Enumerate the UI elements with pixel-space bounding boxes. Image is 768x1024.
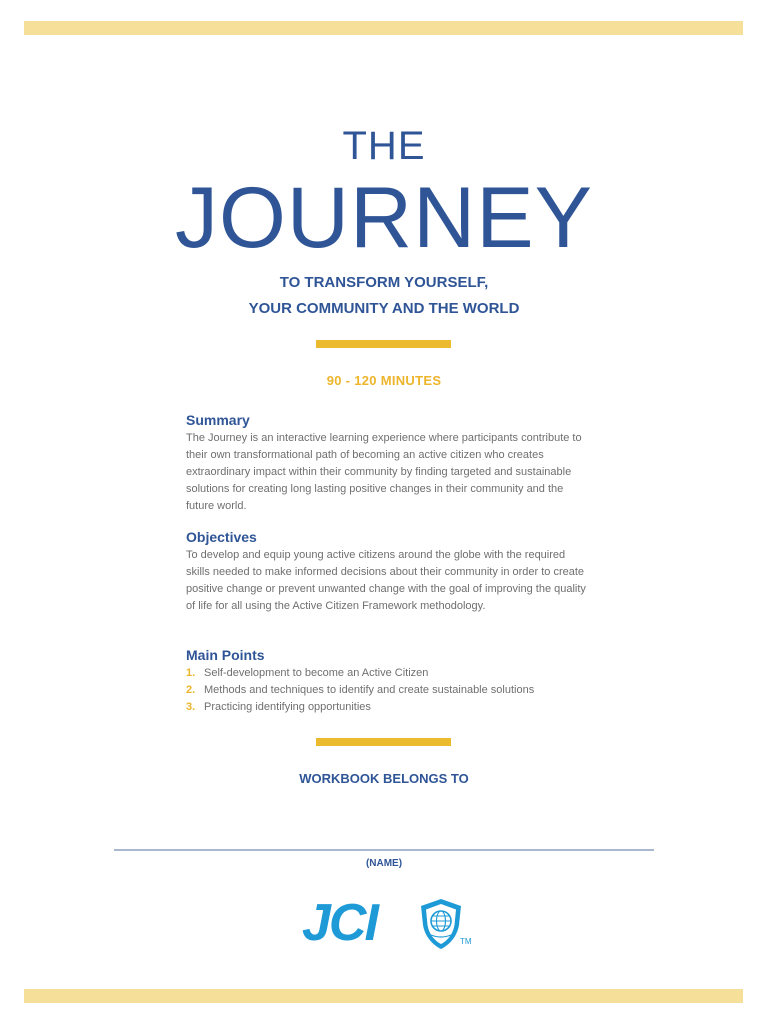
name-placeholder-label: (NAME)	[365, 858, 403, 869]
trademark-symbol: TM	[460, 937, 472, 946]
main-points-section	[186, 645, 586, 716]
list-item-number: 1.	[186, 667, 196, 679]
objectives-heading: Objectives	[186, 529, 257, 545]
jci-logo	[302, 895, 482, 955]
top-decorative-band	[24, 21, 743, 35]
list-item	[186, 699, 586, 716]
gold-divider-bottom	[316, 738, 451, 746]
summary-body: The Journey is an interactive learning experience where participants contribute to their own transformational path of becoming an active citizen who creates extraordinary impact within their community by finding targeted and sustainable solutions for creating long lasting positive changes in their community and the future world.	[186, 432, 582, 512]
list-item	[186, 665, 586, 682]
summary-section	[186, 410, 586, 515]
subtitle	[0, 270, 768, 322]
gold-divider-top	[316, 340, 451, 348]
summary-heading: Summary	[186, 412, 250, 428]
subtitle-line-2: YOUR COMMUNITY AND THE WORLD	[248, 300, 520, 317]
list-item-text: Practicing identifying opportunities	[204, 701, 371, 713]
subtitle-line-1: TO TRANSFORM YOURSELF,	[279, 274, 489, 291]
jci-shield-icon	[418, 897, 464, 951]
objectives-section	[186, 527, 586, 615]
list-item-number: 2.	[186, 684, 196, 696]
bottom-decorative-band	[24, 989, 743, 1003]
duration-label: 90 - 120 MINUTES	[326, 373, 442, 388]
list-item-text: Self-development to become an Active Citizen	[204, 667, 429, 679]
title-journey: JOURNEY	[175, 170, 593, 266]
name-signature-line	[114, 849, 654, 851]
jci-logo-text: JCI	[302, 894, 377, 952]
main-points-list	[186, 665, 586, 716]
title-the: THE	[342, 124, 426, 168]
list-item	[186, 682, 586, 699]
list-item-text: Methods and techniques to identify and create sustainable solutions	[204, 684, 535, 696]
list-item-number: 3.	[186, 701, 196, 713]
objectives-body: To develop and equip young active citizens around the globe with the required skills needed to make informed decisions about their community in order to create positive change or prevent unwanted change with the goal of improving the quality of life for all using the Active Citizen Framework methodology.	[186, 549, 586, 612]
workbook-belongs-to-label: WORKBOOK BELONGS TO	[299, 771, 469, 786]
main-points-heading: Main Points	[186, 647, 265, 663]
